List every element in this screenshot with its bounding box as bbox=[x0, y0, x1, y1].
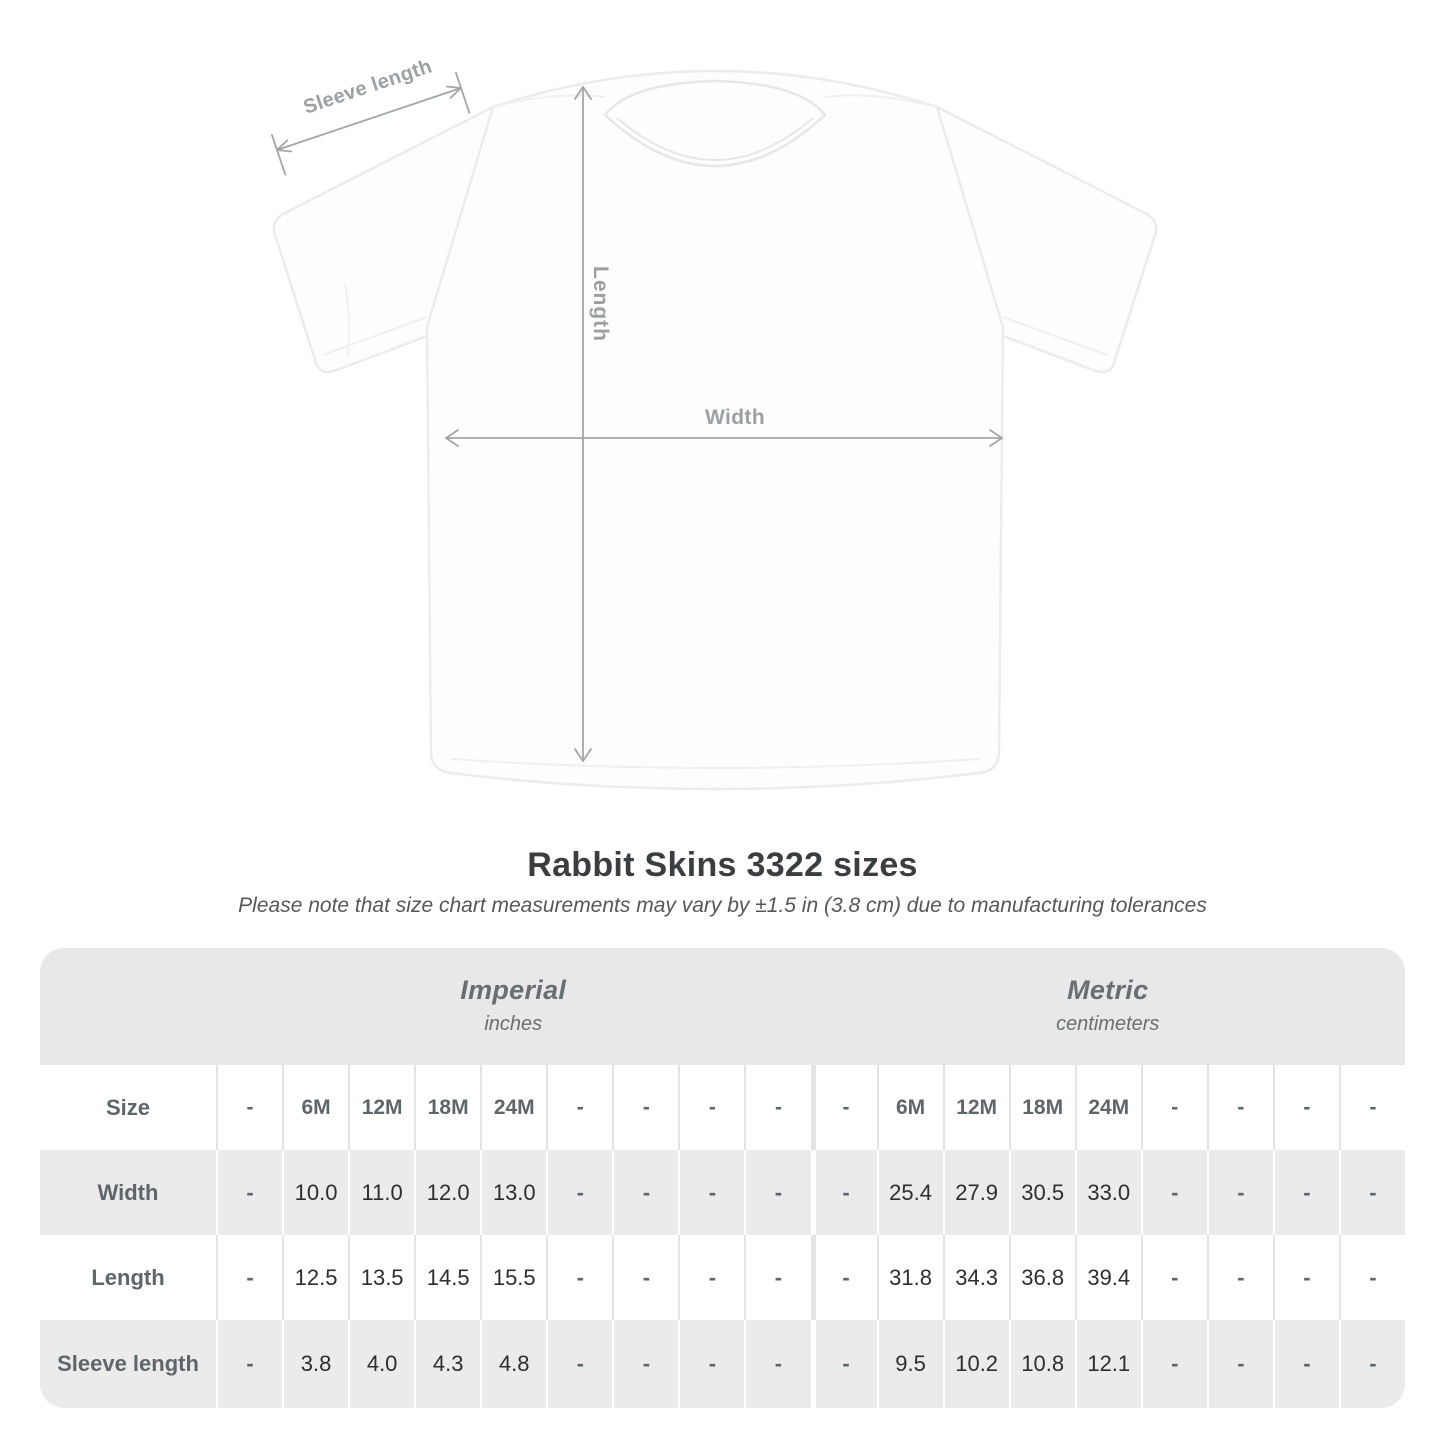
table-cell: 12.0 bbox=[414, 1150, 480, 1235]
table-unit-header bbox=[40, 948, 1405, 1065]
table-cell: - bbox=[546, 1320, 612, 1408]
table-cell: 6M bbox=[282, 1065, 348, 1150]
table-cell: 10.2 bbox=[943, 1320, 1009, 1408]
table-cell: 13.5 bbox=[348, 1235, 414, 1320]
table-cell: - bbox=[546, 1235, 612, 1320]
table-cell: 4.0 bbox=[348, 1320, 414, 1408]
table-cell: - bbox=[678, 1235, 744, 1320]
metric-title: Metric bbox=[1067, 975, 1149, 1005]
table-cell: - bbox=[612, 1065, 678, 1150]
table-cell: - bbox=[678, 1150, 744, 1235]
table-cell: - bbox=[1141, 1235, 1207, 1320]
metric-header bbox=[811, 948, 1406, 1065]
table-cell: - bbox=[216, 1065, 282, 1150]
table-cell: - bbox=[1207, 1065, 1273, 1150]
table-cell: - bbox=[546, 1065, 612, 1150]
table-cell: 18M bbox=[1009, 1065, 1075, 1150]
table-cell: - bbox=[1141, 1065, 1207, 1150]
sleeve-length-annotation-label: Sleeve length bbox=[300, 55, 435, 119]
imperial-unit: inches bbox=[484, 1013, 543, 1035]
table-cell: - bbox=[744, 1320, 810, 1408]
table-cell: 24M bbox=[1075, 1065, 1141, 1150]
table-cell: 10.8 bbox=[1009, 1320, 1075, 1408]
table-cell: 33.0 bbox=[1075, 1150, 1141, 1235]
table-cell: - bbox=[1273, 1235, 1339, 1320]
table-cell: - bbox=[1273, 1150, 1339, 1235]
table-cell: 6M bbox=[877, 1065, 943, 1150]
table-row-size bbox=[40, 1065, 1405, 1150]
table-cell: - bbox=[216, 1320, 282, 1408]
table-cell: 18M bbox=[414, 1065, 480, 1150]
table-cell: - bbox=[678, 1065, 744, 1150]
metric-unit: centimeters bbox=[1056, 1013, 1160, 1035]
table-cell: 13.0 bbox=[480, 1150, 546, 1235]
table-cell: - bbox=[1273, 1065, 1339, 1150]
size-table bbox=[40, 948, 1405, 1408]
table-row-length bbox=[40, 1235, 1405, 1320]
width-annotation-label: Width bbox=[704, 406, 766, 429]
tolerance-note: Please note that size chart measurements may vary by ±1.5 in (3.8 cm) due to manufacturing tolerances bbox=[238, 894, 1207, 917]
table-cell: - bbox=[811, 1320, 877, 1408]
table-cell: 15.5 bbox=[480, 1235, 546, 1320]
table-cell: - bbox=[811, 1235, 877, 1320]
table-body bbox=[40, 1065, 1405, 1408]
table-cell: 31.8 bbox=[877, 1235, 943, 1320]
table-cell: 24M bbox=[480, 1065, 546, 1150]
table-cell: - bbox=[612, 1235, 678, 1320]
table-cell: 10.0 bbox=[282, 1150, 348, 1235]
table-cell: 34.3 bbox=[943, 1235, 1009, 1320]
table-cell: - bbox=[612, 1150, 678, 1235]
table-cell: 4.8 bbox=[480, 1320, 546, 1408]
table-cell: - bbox=[1339, 1235, 1405, 1320]
table-cell: - bbox=[744, 1235, 810, 1320]
table-cell: - bbox=[744, 1065, 810, 1150]
table-cell: - bbox=[1273, 1320, 1339, 1408]
table-cell: - bbox=[744, 1150, 810, 1235]
table-cell: 39.4 bbox=[1075, 1235, 1141, 1320]
table-cell: 3.8 bbox=[282, 1320, 348, 1408]
table-cell: - bbox=[216, 1235, 282, 1320]
table-cell: 12M bbox=[348, 1065, 414, 1150]
table-cell: - bbox=[1339, 1150, 1405, 1235]
table-cell: - bbox=[1339, 1320, 1405, 1408]
table-cell: 12M bbox=[943, 1065, 1009, 1150]
table-cell: - bbox=[1339, 1065, 1405, 1150]
table-cell: 12.5 bbox=[282, 1235, 348, 1320]
table-cell: - bbox=[811, 1150, 877, 1235]
table-cell: - bbox=[1207, 1235, 1273, 1320]
table-cell: - bbox=[1207, 1320, 1273, 1408]
table-cell: - bbox=[1141, 1320, 1207, 1408]
table-cell: - bbox=[216, 1150, 282, 1235]
table-cell: 36.8 bbox=[1009, 1235, 1075, 1320]
table-cell: 14.5 bbox=[414, 1235, 480, 1320]
page-title: Rabbit Skins 3322 sizes bbox=[527, 846, 918, 884]
table-cell: - bbox=[1207, 1150, 1273, 1235]
table-cell: - bbox=[546, 1150, 612, 1235]
table-cell: 30.5 bbox=[1009, 1150, 1075, 1235]
table-cell: 9.5 bbox=[877, 1320, 943, 1408]
row-label: Length bbox=[91, 1264, 165, 1290]
table-cell: - bbox=[811, 1065, 877, 1150]
table-cell: 11.0 bbox=[348, 1150, 414, 1235]
table-row-sleeve-length bbox=[40, 1320, 1405, 1408]
table-cell: 12.1 bbox=[1075, 1320, 1141, 1408]
row-label: Sleeve length bbox=[57, 1351, 199, 1376]
table-cell: - bbox=[678, 1320, 744, 1408]
row-label: Width bbox=[97, 1179, 159, 1205]
table-cell: 4.3 bbox=[414, 1320, 480, 1408]
row-label: Size bbox=[105, 1094, 151, 1120]
table-cell: 27.9 bbox=[943, 1150, 1009, 1235]
length-annotation-label: Length bbox=[589, 266, 612, 342]
table-cell: - bbox=[612, 1320, 678, 1408]
table-cell: 25.4 bbox=[877, 1150, 943, 1235]
imperial-header bbox=[216, 948, 811, 1065]
imperial-title: Imperial bbox=[460, 975, 567, 1005]
table-cell: - bbox=[1141, 1150, 1207, 1235]
table-row-width bbox=[40, 1150, 1405, 1235]
